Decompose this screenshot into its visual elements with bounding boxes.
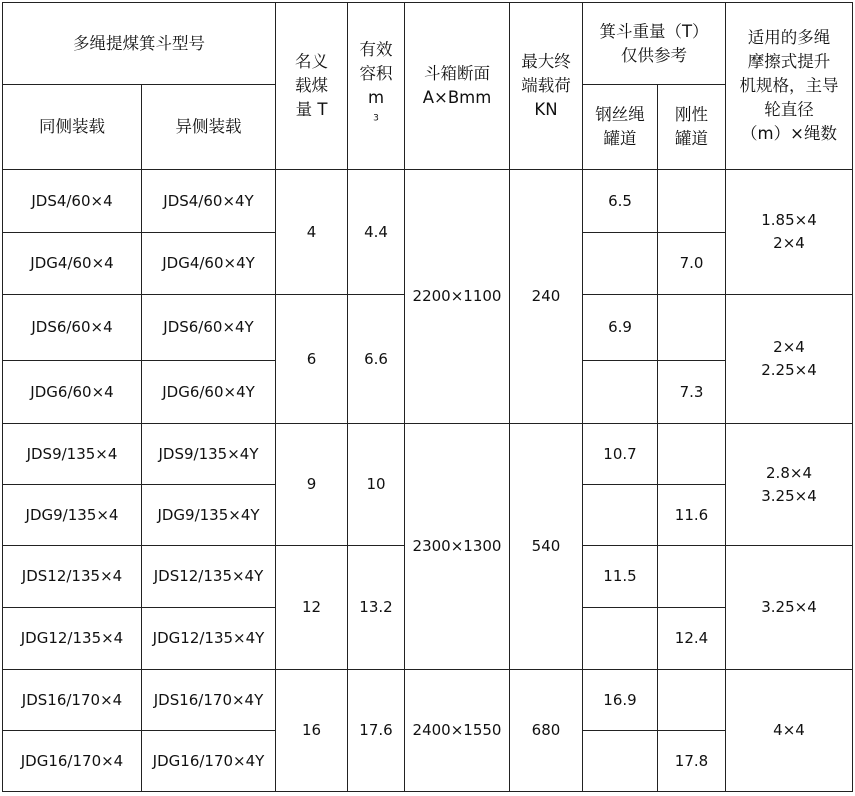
wire-weight-cell: 10.7 (583, 424, 658, 485)
opposite-side-model: JDG6/60×4Y (142, 361, 276, 424)
hoist-cell: 2×4 2.25×4 (726, 295, 853, 424)
table-row (3, 424, 853, 485)
same-side-model: JDS6/60×4 (3, 295, 142, 361)
rigid-weight-cell (658, 295, 726, 361)
volume-cell: 4.4 (348, 170, 405, 295)
hoist-cell: 1.85×4 2×4 (726, 170, 853, 295)
wire-weight-cell (583, 361, 658, 424)
wire-weight-cell: 11.5 (583, 546, 658, 608)
header-section: 斗箱断面 A×Bmm (405, 3, 510, 170)
table-row (3, 170, 853, 233)
capacity-cell: 4 (276, 170, 348, 295)
same-side-model: JDG6/60×4 (3, 361, 142, 424)
capacity-cell: 16 (276, 670, 348, 792)
header-max-load: 最大终 端载荷 KN (510, 3, 583, 170)
rigid-weight-cell (658, 670, 726, 731)
opposite-side-model: JDS4/60×4Y (142, 170, 276, 233)
same-side-model: JDG16/170×4 (3, 731, 142, 792)
rigid-weight-cell: 7.0 (658, 233, 726, 295)
opposite-side-model: JDS12/135×4Y (142, 546, 276, 608)
section-cell: 2300×1300 (405, 424, 510, 670)
wire-weight-cell: 6.9 (583, 295, 658, 361)
skip-spec-table (2, 2, 853, 792)
rigid-weight-cell (658, 424, 726, 485)
rigid-weight-cell: 12.4 (658, 608, 726, 670)
header-opposite-side: 异侧装载 (142, 85, 276, 170)
opposite-side-model: JDG12/135×4Y (142, 608, 276, 670)
opposite-side-model: JDG16/170×4Y (142, 731, 276, 792)
header-model-group: 多绳提煤箕斗型号 (3, 3, 276, 85)
same-side-model: JDS9/135×4 (3, 424, 142, 485)
header-capacity: 名义 载煤 量 T (276, 3, 348, 170)
wire-weight-cell (583, 233, 658, 295)
same-side-model: JDS12/135×4 (3, 546, 142, 608)
max-load-cell: 240 (510, 170, 583, 424)
opposite-side-model: JDS16/170×4Y (142, 670, 276, 731)
volume-cell: 17.6 (348, 670, 405, 792)
wire-weight-cell (583, 608, 658, 670)
same-side-model: JDS4/60×4 (3, 170, 142, 233)
capacity-cell: 9 (276, 424, 348, 546)
rigid-weight-cell (658, 546, 726, 608)
section-cell: 2200×1100 (405, 170, 510, 424)
header-weight-group: 箕斗重量（T） 仅供参考 (583, 3, 726, 85)
section-cell: 2400×1550 (405, 670, 510, 792)
header-rigid-guide: 刚性 罐道 (658, 85, 726, 170)
hoist-cell: 3.25×4 (726, 546, 853, 670)
header-wire-guide: 钢丝绳 罐道 (583, 85, 658, 170)
header-volume: 有效 容积 m $^3$ (348, 3, 405, 170)
wire-weight-cell (583, 731, 658, 792)
rigid-weight-cell (658, 170, 726, 233)
header-same-side: 同侧装载 (3, 85, 142, 170)
rigid-weight-cell: 7.3 (658, 361, 726, 424)
same-side-model: JDG9/135×4 (3, 485, 142, 546)
opposite-side-model: JDG9/135×4Y (142, 485, 276, 546)
opposite-side-model: JDG4/60×4Y (142, 233, 276, 295)
max-load-cell: 540 (510, 424, 583, 670)
wire-weight-cell (583, 485, 658, 546)
same-side-model: JDG4/60×4 (3, 233, 142, 295)
volume-cell: 6.6 (348, 295, 405, 424)
capacity-cell: 12 (276, 546, 348, 670)
wire-weight-cell: 16.9 (583, 670, 658, 731)
capacity-cell: 6 (276, 295, 348, 424)
opposite-side-model: JDS6/60×4Y (142, 295, 276, 361)
header-hoist: 适用的多绳 摩擦式提升 机规格，主导 轮直径 （m）×绳数 (726, 3, 853, 170)
rigid-weight-cell: 11.6 (658, 485, 726, 546)
opposite-side-model: JDS9/135×4Y (142, 424, 276, 485)
wire-weight-cell: 6.5 (583, 170, 658, 233)
volume-cell: 10 (348, 424, 405, 546)
volume-cell: 13.2 (348, 546, 405, 670)
same-side-model: JDG12/135×4 (3, 608, 142, 670)
hoist-cell: 4×4 (726, 670, 853, 792)
max-load-cell: 680 (510, 670, 583, 792)
same-side-model: JDS16/170×4 (3, 670, 142, 731)
hoist-cell: 2.8×4 3.25×4 (726, 424, 853, 546)
rigid-weight-cell: 17.8 (658, 731, 726, 792)
table-row (3, 670, 853, 731)
